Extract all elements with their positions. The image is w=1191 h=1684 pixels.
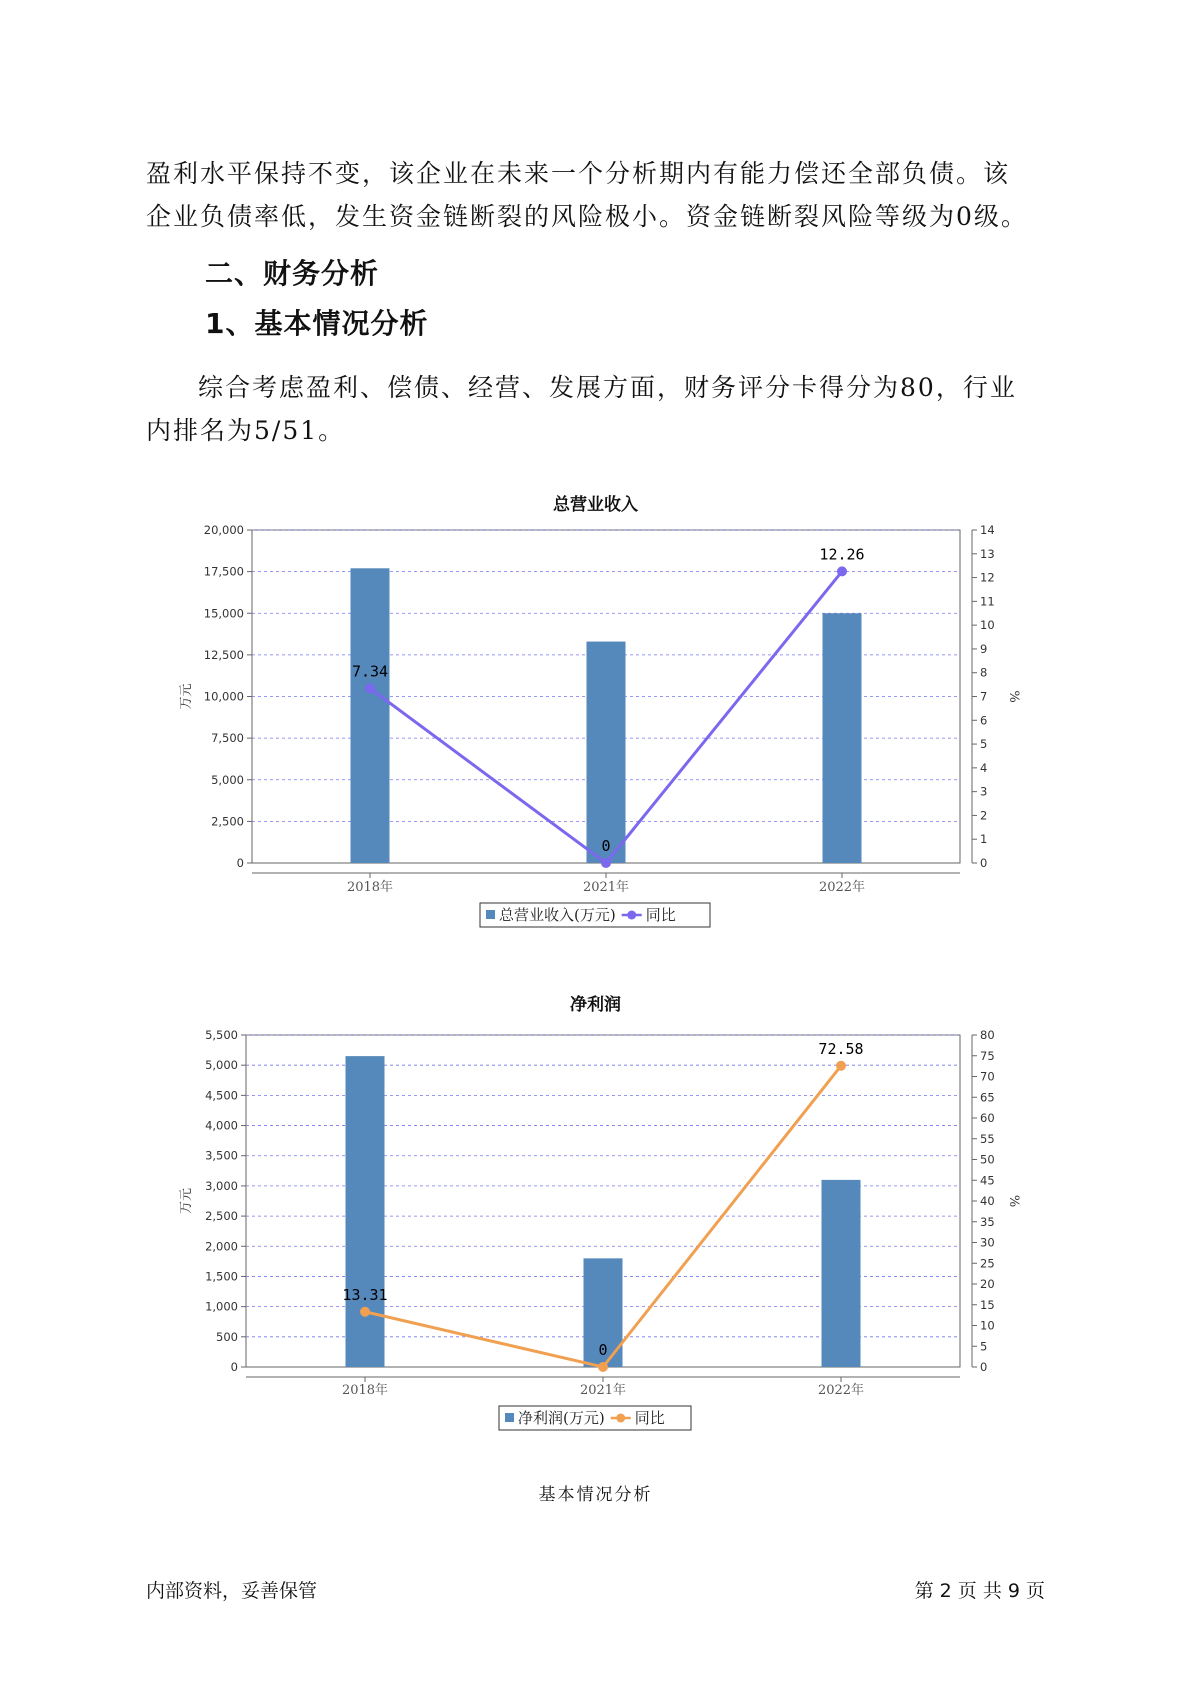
yoy-point bbox=[360, 1307, 370, 1317]
net-profit-chart-title: 净利润 bbox=[570, 995, 621, 1015]
yoy-point bbox=[365, 683, 375, 693]
legend-line-marker bbox=[616, 1414, 625, 1423]
y-tick-label: 20,000 bbox=[203, 523, 244, 537]
footer-confidential-note: 内部资料，妥善保管 bbox=[146, 1580, 318, 1602]
y2-tick-label: 5 bbox=[980, 1339, 988, 1354]
y2-tick-label: 4 bbox=[980, 760, 988, 775]
y-axis-label: 万元 bbox=[179, 1187, 194, 1215]
y2-tick-label: 0 bbox=[980, 1360, 988, 1374]
legend-line-label: 同比 bbox=[645, 906, 676, 924]
y2-tick-label: 12 bbox=[980, 570, 995, 585]
x-tick-label: 2018年 bbox=[341, 1383, 389, 1398]
subsection-heading: 1、基本情况分析 bbox=[205, 307, 429, 340]
y-tick-label: 5,000 bbox=[205, 1058, 238, 1073]
y-tick-label: 0 bbox=[230, 1360, 238, 1374]
bar bbox=[346, 1056, 385, 1367]
yoy-data-label: 7.34 bbox=[351, 662, 389, 681]
y-tick-label: 0 bbox=[236, 856, 244, 870]
revenue-chart bbox=[0, 500, 1191, 960]
intro-line-1: 盈利水平保持不变，该企业在未来一个分析期内有能力偿还全部负债。该 bbox=[146, 159, 1011, 188]
y2-tick-label: 35 bbox=[980, 1214, 995, 1229]
y2-tick-label: 45 bbox=[980, 1173, 995, 1188]
intro-paragraph bbox=[146, 152, 1046, 238]
y-tick-label: 500 bbox=[216, 1329, 238, 1344]
y-tick-label: 5,000 bbox=[211, 772, 244, 787]
y-tick-label: 10,000 bbox=[203, 689, 244, 704]
yoy-data-label: 0 bbox=[598, 1341, 608, 1359]
y-tick-label: 2,500 bbox=[205, 1209, 238, 1224]
legend-bar-label: 净利润(万元) bbox=[518, 1409, 605, 1427]
yoy-point bbox=[601, 858, 611, 868]
y2-tick-label: 0 bbox=[980, 856, 988, 870]
x-tick-label: 2021年 bbox=[579, 1383, 627, 1398]
y2-tick-label: 55 bbox=[980, 1131, 995, 1146]
y2-tick-label: 9 bbox=[980, 641, 988, 656]
section-heading: 二、财务分析 bbox=[205, 257, 380, 290]
y2-tick-label: 20 bbox=[980, 1277, 995, 1291]
y2-tick-label: 25 bbox=[980, 1256, 995, 1271]
revenue-chart-title: 总营业收入 bbox=[553, 495, 638, 515]
y2-tick-label: 3 bbox=[980, 784, 988, 799]
y-tick-label: 5,500 bbox=[205, 1028, 238, 1042]
y-tick-label: 4,000 bbox=[205, 1118, 238, 1133]
y-axis-label: 万元 bbox=[179, 683, 194, 710]
y-tick-label: 2,000 bbox=[205, 1239, 238, 1254]
summary-paragraph bbox=[146, 366, 1046, 452]
footer-page-number: 第 2 页 共 9 页 bbox=[914, 1580, 1045, 1602]
y2-tick-label: 1 bbox=[980, 832, 988, 847]
y-tick-label: 17,500 bbox=[203, 564, 244, 579]
y-tick-label: 15,000 bbox=[203, 606, 244, 621]
y2-tick-label: 75 bbox=[980, 1048, 995, 1063]
y-tick-label: 4,500 bbox=[205, 1088, 238, 1103]
bar bbox=[823, 613, 862, 863]
y2-axis-label: % bbox=[1006, 1194, 1021, 1208]
y2-tick-label: 10 bbox=[980, 1318, 995, 1333]
y-tick-label: 3,000 bbox=[205, 1178, 238, 1193]
yoy-point bbox=[836, 1061, 846, 1071]
y2-tick-label: 10 bbox=[980, 618, 995, 633]
figure-caption: 基本情况分析 bbox=[538, 1485, 653, 1505]
y-tick-label: 1,000 bbox=[205, 1299, 238, 1314]
yoy-data-label: 0 bbox=[601, 837, 611, 855]
yoy-data-label: 13.31 bbox=[342, 1285, 388, 1304]
summary-line-2: 内排名为5/51。 bbox=[146, 416, 346, 445]
net-profit-chart bbox=[0, 1005, 1191, 1465]
y-tick-label: 1,500 bbox=[205, 1269, 238, 1284]
legend-bar-swatch bbox=[486, 910, 495, 919]
y-tick-label: 7,500 bbox=[211, 731, 244, 746]
legend-line-label: 同比 bbox=[634, 1409, 665, 1427]
y2-tick-label: 40 bbox=[980, 1194, 995, 1208]
y2-tick-label: 50 bbox=[980, 1152, 995, 1167]
y2-tick-label: 2 bbox=[980, 808, 988, 823]
y2-tick-label: 5 bbox=[980, 737, 988, 752]
yoy-point bbox=[598, 1362, 608, 1372]
y2-tick-label: 14 bbox=[980, 523, 995, 537]
yoy-point bbox=[837, 566, 847, 576]
x-tick-label: 2018年 bbox=[346, 880, 394, 895]
y2-tick-label: 13 bbox=[980, 546, 995, 561]
y-tick-label: 12,500 bbox=[203, 647, 244, 662]
y2-axis-label: % bbox=[1006, 690, 1021, 703]
x-tick-label: 2022年 bbox=[817, 1383, 865, 1398]
y2-tick-label: 15 bbox=[980, 1297, 995, 1312]
yoy-data-label: 72.58 bbox=[818, 1039, 864, 1058]
legend-line-marker bbox=[627, 911, 636, 920]
intro-line-2: 企业负债率低，发生资金链断裂的风险极小。资金链断裂风险等级为0级。 bbox=[146, 202, 1028, 231]
y2-tick-label: 6 bbox=[980, 713, 988, 728]
y2-tick-label: 7 bbox=[980, 689, 988, 704]
legend-bar-swatch bbox=[505, 1413, 514, 1422]
x-tick-label: 2022年 bbox=[818, 880, 866, 895]
y2-tick-label: 70 bbox=[980, 1069, 995, 1084]
yoy-data-label: 12.26 bbox=[819, 545, 865, 564]
legend-bar-label: 总营业收入(万元) bbox=[499, 906, 616, 924]
y-tick-label: 3,500 bbox=[205, 1148, 238, 1163]
y2-tick-label: 80 bbox=[980, 1028, 995, 1042]
y2-tick-label: 65 bbox=[980, 1090, 995, 1105]
y2-tick-label: 11 bbox=[980, 594, 995, 609]
bar bbox=[351, 568, 390, 863]
y2-tick-label: 60 bbox=[980, 1111, 995, 1125]
y-tick-label: 2,500 bbox=[211, 814, 244, 829]
bar bbox=[587, 642, 626, 863]
summary-line-1: 综合考虑盈利、偿债、经营、发展方面，财务评分卡得分为80，行业 bbox=[198, 373, 1017, 402]
x-tick-label: 2021年 bbox=[582, 880, 630, 895]
bar bbox=[822, 1180, 861, 1367]
y2-tick-label: 30 bbox=[980, 1235, 995, 1250]
y2-tick-label: 8 bbox=[980, 665, 988, 680]
